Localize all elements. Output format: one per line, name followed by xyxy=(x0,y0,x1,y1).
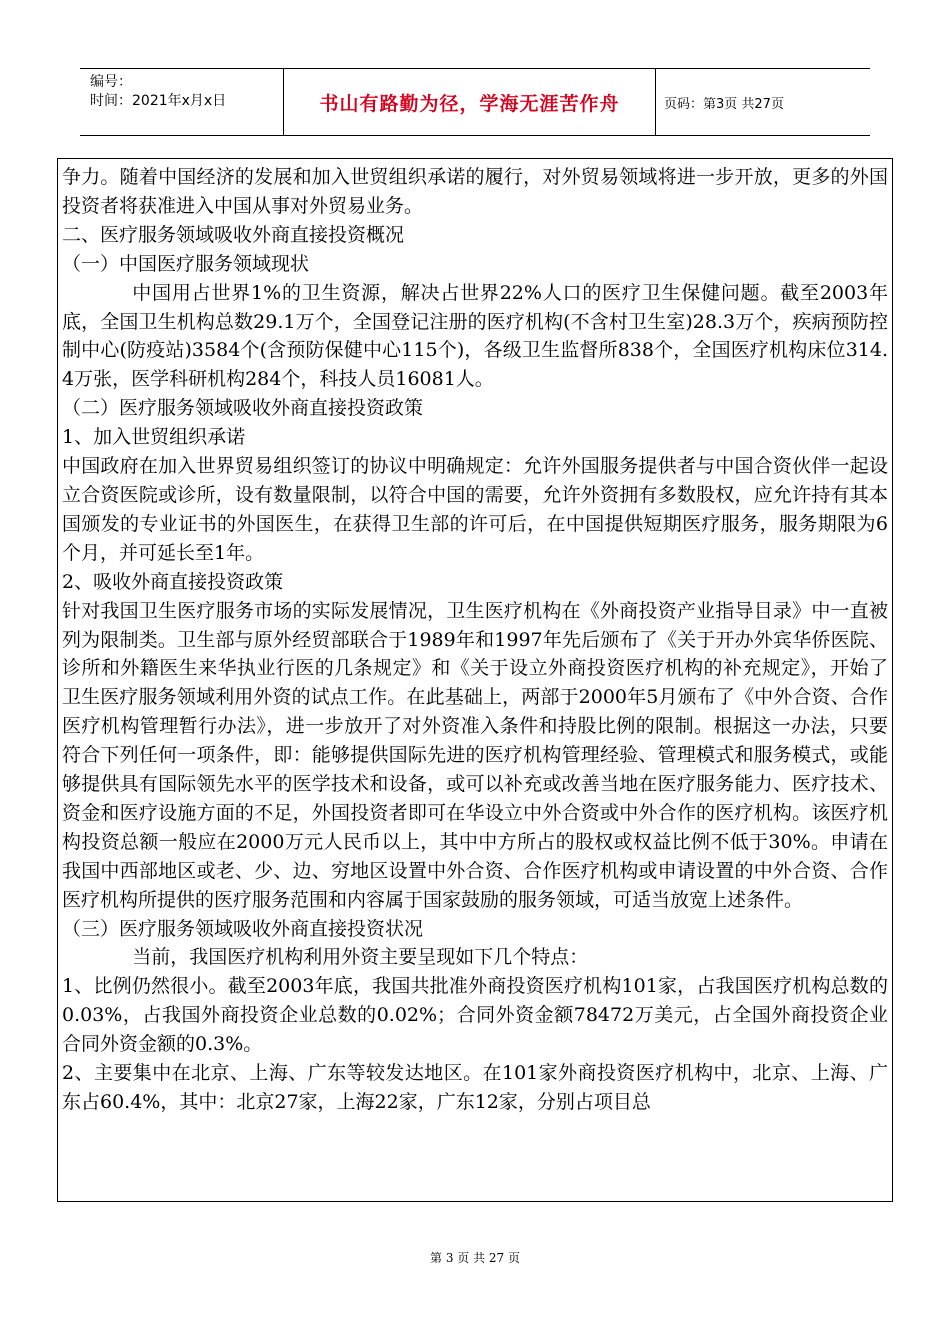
subsection-heading: （一）中国医疗服务领域现状 xyxy=(62,252,310,275)
page-footer: 第 3 页 共 27 页 xyxy=(430,1251,520,1265)
paragraph: 中国政府在加入世界贸易组织签订的协议中明确规定：允许外国服务提供者与中国合资伙伴一起设立合资医院或诊所，设有数量限制，以符合中国的需要，允许外资拥有多数股权，应允许持有其本国颁发的专业证书的外国医生，在获得卫生部的许可后，在中国提供短期医疗服务，服务期限为6个月，并可延长至1年。 xyxy=(62,455,888,564)
paragraph: 当前，我国医疗机构利用外资主要呈现如下几个特点： xyxy=(132,946,589,969)
subsection-heading: （二）医疗服务领域吸收外商直接投资政策 xyxy=(62,397,424,420)
paragraph: 2、主要集中在北京、上海、广东等较发达地区。在101家外商投资医疗机构中，北京、上海、广东占60.4%，其中：北京27家，上海22家，广东12家，分别占项目总 xyxy=(62,1062,888,1113)
paragraph-continuation: 争力。随着中国经济的发展和加入世贸组织承诺的履行，对外贸易领域将进一步开放，更多的外国投资者将获准进入中国从事对外贸易业务。 xyxy=(62,166,888,217)
header-page-info: 页码：第3页 共27页 xyxy=(664,96,784,112)
item-heading: 2、吸收外商直接投资政策 xyxy=(62,570,284,593)
header-motto: 书山有路勤为径，学海无涯苦作舟 xyxy=(319,92,620,115)
item-heading: 1、加入世贸组织承诺 xyxy=(62,426,246,449)
document-date-label: 时间：2021年x月x日 xyxy=(90,93,227,109)
section-heading: 二、医疗服务领域吸收外商直接投资概况 xyxy=(62,223,405,246)
paragraph: 中国用占世界1%的卫生资源，解决占世界22%人口的医疗卫生保健问题。截至2003年底，全国卫生机构总数29.1万个，全国登记注册的医疗机构(不含村卫生室)28.3万个，疾病预防控制中心(防疫站)3584个(含预防保健中心115个)，各级卫生监督所838个，全国医疗机构床位314.4万张，医学科研机构284个，科技人员16081人。 xyxy=(62,281,888,391)
header-meta xyxy=(80,69,283,135)
document-body xyxy=(57,158,893,1202)
paragraph: 针对我国卫生医疗服务市场的实际发展情况，卫生医疗机构在《外商投资产业指导目录》中一直被列为限制类。卫生部与原外经贸部联合于1989年和1997年先后颁布了《关于开办外宾华侨医院、诊所和外籍医生来华执业行医的几条规定》和《关于设立外商投资医疗机构的补充规定》，开始了卫生医疗服务领域利用外资的试点工作。在此基础上，两部于2000年5月颁布了《中外合资、合作医疗机构管理暂行办法》，进一步放开了对外资准入条件和持股比例的限制。根据这一办法，只要符合下列任何一项条件，即：能够提供国际先进的医疗机构管理经验、管理模式和服务模式，或能够提供具有国际领先水平的医学技术和设备，或可以补充或改善当地在医疗服务能力、医疗技术、资金和医疗设施方面的不足，外国投资者即可在华设立中外合资或中外合作的医疗机构。该医疗机构投资总额一般应在2000万元人民币以上，其中中方所占的股权或权益比例不低于30%。申请在我国中西部地区或老、少、边、穷地区设置中外合资、合作医疗机构或申请设置的中外合资、合作医疗机构所提供的医疗服务范围和内容属于国家鼓励的服务领域，可适当放宽上述条件。 xyxy=(62,599,888,911)
paragraph: 1、比例仍然很小。截至2003年底，我国共批准外商投资医疗机构101家，占我国医疗机构总数的0.03%，占我国外商投资企业总数的0.02%；合同外资金额78472万美元，占全国外商投资企业合同外资金额的0.3%。 xyxy=(62,975,888,1056)
subsection-heading: （三）医疗服务领域吸收外商直接投资状况 xyxy=(62,917,424,940)
document-number-label: 编号： xyxy=(90,74,132,90)
page-header xyxy=(80,68,870,136)
header-motto-cell xyxy=(283,69,656,135)
